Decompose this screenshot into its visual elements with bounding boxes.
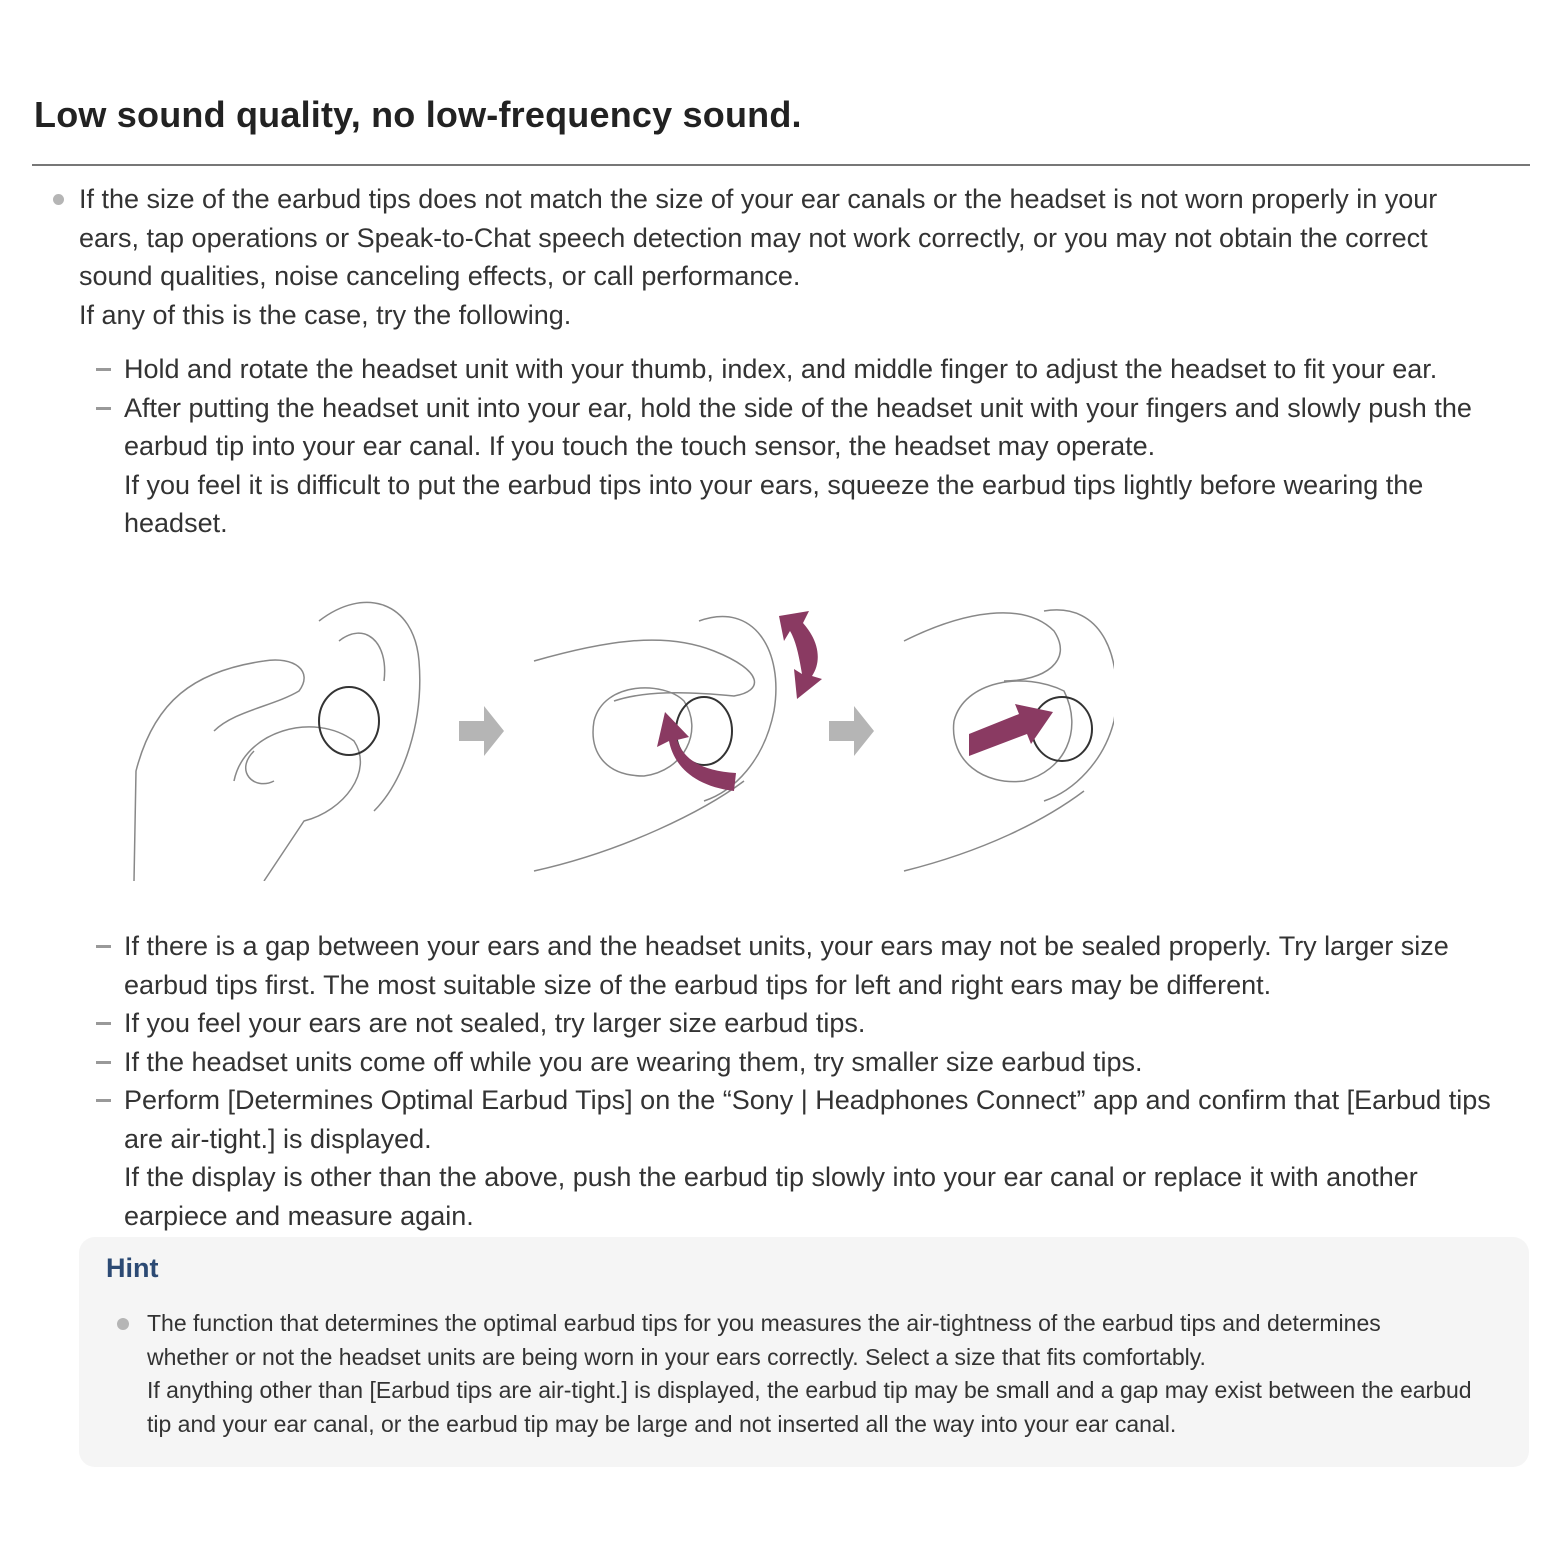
hint-text: The function that determines the optimal earbud tips for you measures the air-tightness of the earbud tips and determines whether or not the headset units are being worn in your ears correctly. Select a size that fits comfortably. bbox=[147, 1310, 1381, 1370]
step-arrow-icon bbox=[459, 706, 504, 756]
hint-heading: Hint bbox=[106, 1253, 159, 1283]
list-item: If you feel your ears are not sealed, try larger size earbud tips. bbox=[124, 1004, 1519, 1043]
title-divider bbox=[32, 164, 1530, 166]
intro-item bbox=[79, 180, 1519, 334]
steps-list-a bbox=[79, 350, 1519, 543]
dash-icon bbox=[96, 945, 111, 948]
main-content bbox=[79, 180, 1519, 1235]
dash-icon bbox=[96, 368, 111, 371]
dash-icon bbox=[96, 1022, 111, 1025]
list-item: Hold and rotate the headset unit with your thumb, index, and middle finger to adjust the headset to fit your ear. bbox=[124, 350, 1519, 389]
page-title: Low sound quality, no low-frequency sound. bbox=[34, 94, 802, 135]
list-item: If the headset units come off while you are wearing them, try smaller size earbud tips. bbox=[124, 1043, 1519, 1082]
intro-text: If the size of the earbud tips does not match the size of your ear canals or the headset is not worn properly in your ears, tap operations or Speak-to-Chat speech detection may not work correctly, or you may not obtain the correct sound qualities, noise canceling effects, or call performance. bbox=[79, 184, 1438, 291]
bullet-icon bbox=[53, 194, 64, 205]
push-arrow-icon bbox=[969, 704, 1053, 756]
step-arrow-icon bbox=[829, 706, 874, 756]
rotate-arrow-icon bbox=[779, 611, 822, 699]
ear-hand-illustration-2 bbox=[534, 616, 776, 870]
earbud-fitting-illustration bbox=[84, 581, 1114, 881]
hint-extra: If anything other than [Earbud tips are air-tight.] is displayed, the earbud tip may be small and a gap may exist between the earbud tip and your ear canal, or the earbud tip may be large and not inserted all the way into your ear canal. bbox=[147, 1377, 1472, 1437]
list-item: If there is a gap between your ears and the headset units, your ears may not be sealed properly. Try larger size earbud tips first. The most suitable size of the earbud tips for left and right ears may be different. bbox=[124, 927, 1519, 1004]
ear-hand-illustration-1 bbox=[134, 602, 420, 881]
intro-followup: If any of this is the case, try the following. bbox=[79, 299, 572, 330]
dash-icon bbox=[96, 1099, 111, 1102]
list-item: Perform [Determines Optimal Earbud Tips] on the “Sony | Headphones Connect” app and confirm that [Earbud tips are air-tight.] is displayed. If the display is other than the above, push the earbud tip slowly into your ear canal or replace it with another earpiece and measure again. bbox=[124, 1081, 1519, 1235]
hint-box bbox=[79, 1237, 1529, 1467]
dash-icon bbox=[96, 407, 111, 410]
hint-item bbox=[147, 1307, 1487, 1441]
steps-list-b bbox=[79, 927, 1519, 1235]
dash-icon bbox=[96, 1061, 111, 1064]
rotate-arrow-icon bbox=[657, 712, 736, 791]
list-item: After putting the headset unit into your ear, hold the side of the headset unit with your fingers and slowly push the earbud tip into your ear canal. If you touch the touch sensor, the headset may operate. If you feel it is difficult to put the earbud tips into your ears, squeeze the earbud tips lightly before wearing the headset. bbox=[124, 389, 1519, 543]
bullet-icon bbox=[117, 1318, 129, 1330]
